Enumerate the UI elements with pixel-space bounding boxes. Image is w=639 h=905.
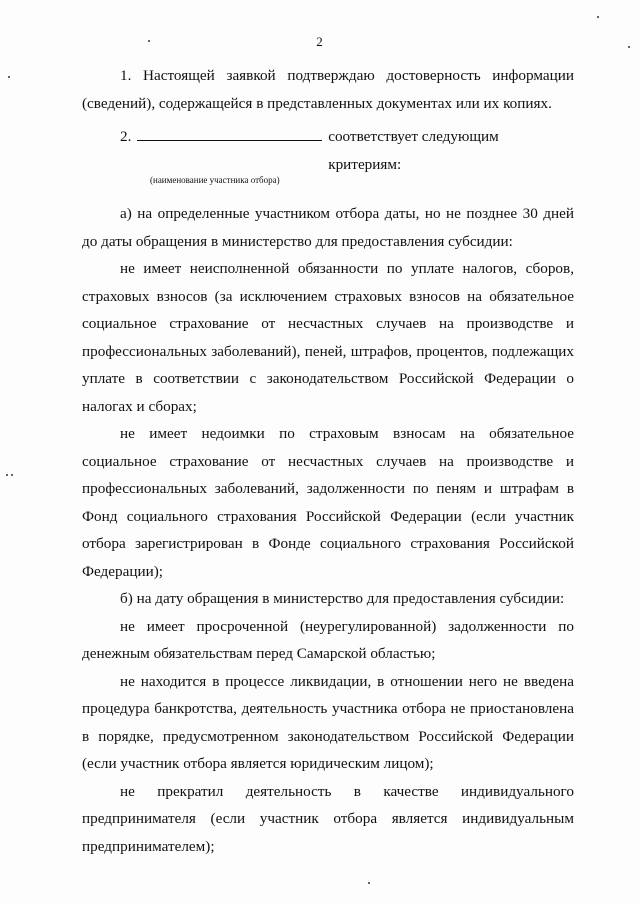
- paragraph-not-ceased-activity: не прекратил деятельность в качестве индивидуального предпринимателя (если участник отбора является индивидуальным предпринимателем);: [82, 782, 574, 855]
- scan-speck: [148, 40, 150, 42]
- participant-name-caption: (наименование участника отбора): [150, 175, 280, 185]
- paragraph-b-date: б) на дату обращения в министерство для предоставления субсидии:: [120, 590, 565, 607]
- paragraph-no-tax-debt: не имеет неисполненной обязанности по уплате налогов, сборов, страховых взносов (за исключением страховых взносов на обязательное социальное страхование от несчастных случаев на производстве и профессиональных заболеваний), пеней, штрафов, процентов, подлежащих уплате в соответствии с законодательством Российской Федерации о налогах и сборах;: [82, 260, 574, 415]
- scan-speck: [8, 76, 10, 78]
- paragraph-2-text: соответствует следующим критериям:: [328, 128, 499, 173]
- paragraph-1-confirmation: 1. Настоящей заявкой подтверждаю достоверность информации (сведений), содержащейся в представленных документах или их копиях.: [82, 67, 574, 112]
- participant-name-blank[interactable]: [137, 126, 322, 141]
- document-body: [82, 62, 574, 860]
- scan-speck: [628, 46, 630, 48]
- page-number: 2: [316, 34, 323, 49]
- paragraph-2-number: 2.: [120, 128, 132, 145]
- paragraph-2-criteria-line: [82, 123, 574, 178]
- paragraph-not-liquidated: не находится в процессе ликвидации, в отношении него не введена процедура банкротства, деятельность участника отбора не приостановлена в порядке, предусмотренном законодательством Российской Федерации (если участник отбора является юридическим лицом);: [82, 672, 574, 772]
- scan-speck: [597, 16, 599, 18]
- paragraph-no-insurance-arrears: не имеет недоимки по страховым взносам на обязательное социальное страхование от несчастных случаев на производстве и профессиональных заболеваний, задолженности по пеням и штрафам в Фонд социального страхования Российской Федерации (если участник отбора зарегистрирован в Фонде социального страхования Российской Федерации);: [82, 425, 574, 580]
- scan-speck: [6, 474, 8, 476]
- paragraph-a-dates: а) на определенные участником отбора даты, но не позднее 30 дней до даты обращения в министерство для предоставления субсидии:: [82, 205, 574, 250]
- scan-speck: [11, 474, 13, 476]
- paragraph-no-overdue-debt: не имеет просроченной (неурегулированной) задолженности по денежным обязательствам перед Самарской областью;: [82, 617, 574, 662]
- scan-speck: [368, 882, 370, 884]
